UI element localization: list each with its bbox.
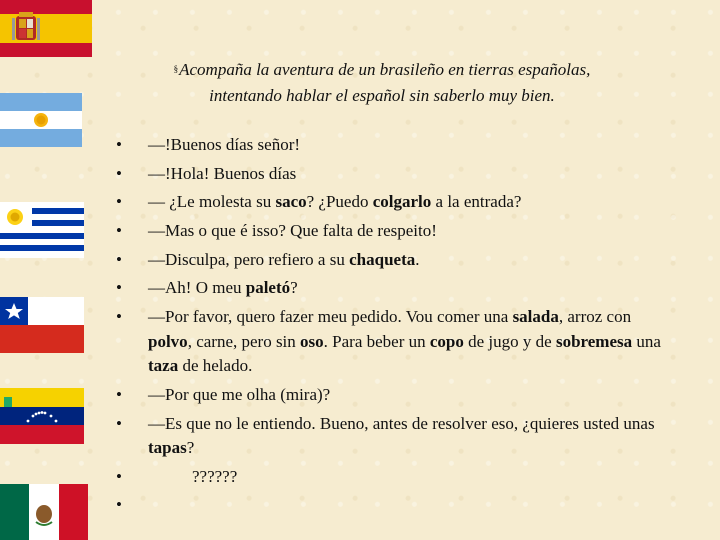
list-item: • (116, 495, 122, 515)
list-item: • —!Buenos días señor! (116, 135, 301, 154)
intro-line-2: intentando hablar el español sin saberlo muy bien. (209, 86, 555, 105)
list-item: • ?????? (116, 466, 238, 486)
square-bullet-icon: § (173, 64, 179, 74)
intro-text (132, 56, 632, 109)
mexico-flag (0, 484, 88, 540)
venezuela-flag (0, 388, 84, 444)
list-item: • —Es que no le entiendo. Bueno, antes de resolver eso, ¿quieres usted unas tapas? (116, 413, 655, 457)
list-item: • —Mas o que é isso? Que falta de respeito! (116, 221, 437, 241)
dialogue-list (112, 133, 672, 522)
list-item: • — ¿Le molesta su saco? ¿Puedo colgarlo a la entrada? (116, 192, 522, 212)
intro-line-1: Acompaña la aventura de un brasileño en tierras españolas, (179, 60, 591, 79)
spain-flag (0, 0, 92, 57)
uruguay-flag (0, 202, 84, 258)
argentina-flag (0, 93, 82, 147)
list-item: • —Por favor, quero fazer meu pedido. Vou comer una salada, arroz con polvo, carne, pero sin oso. Para beber un copo de jugo y de sobremesa una taza de helado. (116, 307, 661, 376)
list-item: • —Ah! O meu paletó? (116, 278, 298, 298)
list-item: • —!Hola! Buenos días (116, 163, 297, 183)
list-item: • —Por que me olha (mira)? (116, 384, 331, 404)
chile-flag (0, 297, 84, 353)
list-item: • —Disculpa, pero refiero a su chaqueta. (116, 249, 420, 269)
